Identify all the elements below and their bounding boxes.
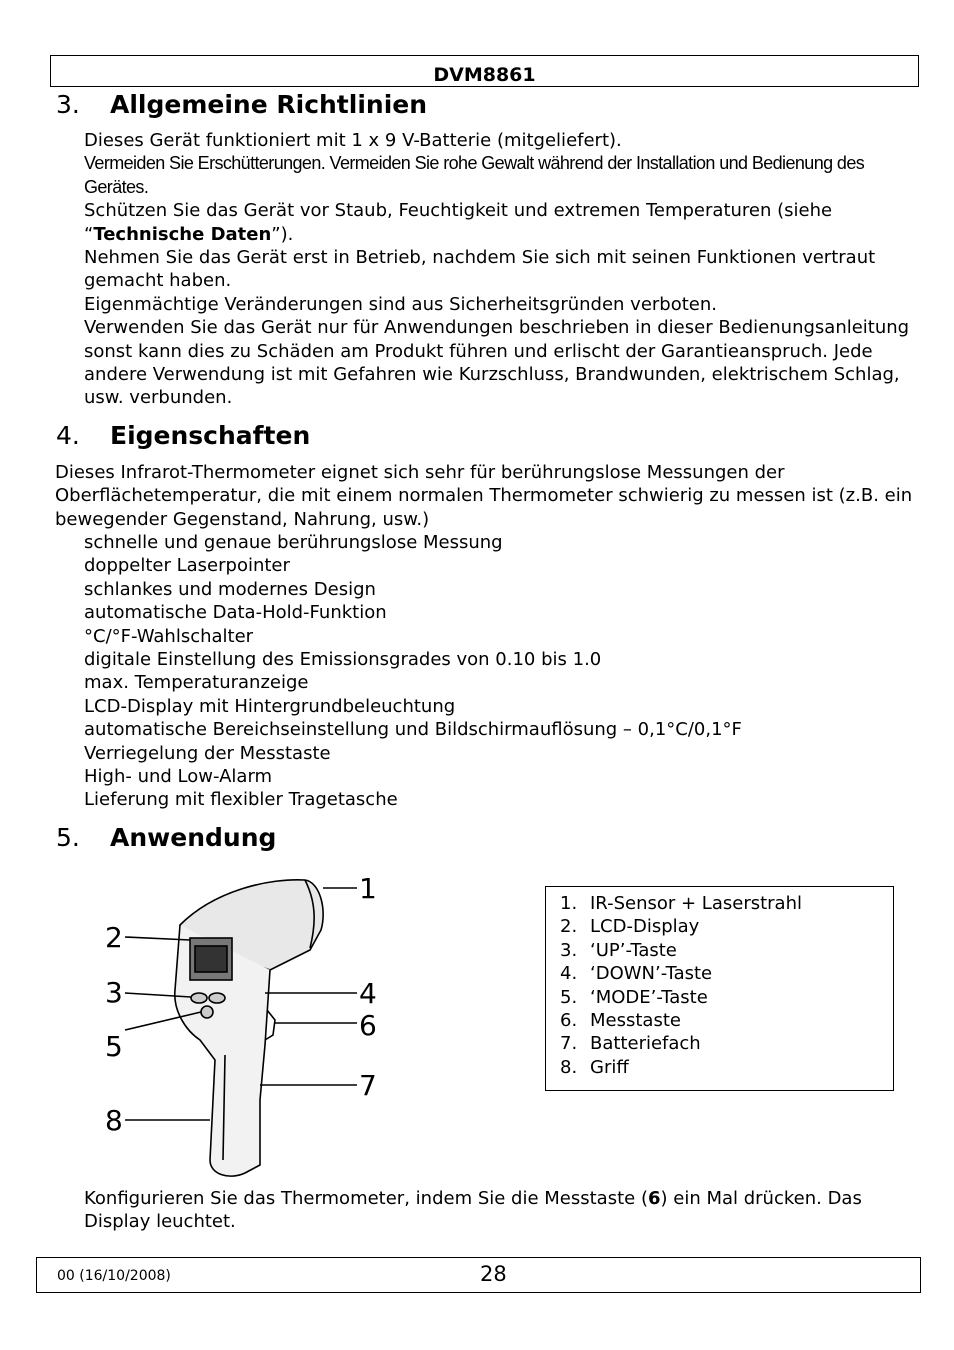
paragraph: Verwenden Sie das Gerät nur für Anwendungen beschrieben in dieser Bedienungsanleitung sonst kann dies zu Schäden am Produkt führen und erlischt der Garantieanspruch. Jede andere Verwendung ist mit Gefahren wie Kurzschluss, Brandwunden, elektrischem Schlag, usw. verbunden. bbox=[84, 317, 910, 409]
page-footer bbox=[36, 1257, 921, 1293]
thermometer-diagram bbox=[95, 870, 395, 1185]
list-item: Lieferung mit flexibler Tragetasche bbox=[84, 789, 398, 811]
paragraph: Eigenmächtige Veränderungen sind aus Sicherheitsgründen verboten. bbox=[84, 293, 717, 315]
section-5-heading bbox=[56, 823, 276, 853]
legend-item bbox=[560, 962, 893, 985]
feature-list bbox=[84, 531, 914, 812]
paragraph bbox=[84, 1187, 914, 1234]
legend-text: ‘UP’-Taste bbox=[590, 939, 677, 961]
paragraph: Nehmen Sie das Gerät erst in Betrieb, nachdem Sie sich mit seinen Funktionen vertraut gemacht haben. bbox=[84, 247, 876, 292]
revision-date: 00 (16/10/2008) bbox=[57, 1268, 171, 1284]
text: ) ein Mal drücken. Das Display leuchtet. bbox=[84, 1188, 862, 1233]
list-item: automatische Data-Hold-Funktion bbox=[84, 602, 387, 624]
legend-item bbox=[560, 939, 893, 962]
legend-text: Batteriefach bbox=[590, 1033, 701, 1055]
legend-number: 7. bbox=[560, 1033, 578, 1055]
list-item: automatische Bereichseinstellung und Bildschirmauflösung – 0,1°C/0,1°F bbox=[84, 719, 742, 741]
legend-item bbox=[560, 892, 893, 915]
section-5-title: Anwendung bbox=[110, 823, 277, 852]
section-3-title: Allgemeine Richtlinien bbox=[110, 90, 428, 119]
paragraph: Dieses Infrarot-Thermometer eignet sich sehr für berührungslose Messungen der Oberflächetemperatur, die mit einem normalen Thermometer schwierig zu messen ist (z.B. ein bewegender Gegenstand, Nahrung, usw.) bbox=[55, 462, 913, 530]
legend-number: 5. bbox=[560, 986, 578, 1008]
paragraph: Dieses Gerät funktioniert mit 1 x 9 V-Batterie (mitgeliefert). bbox=[84, 130, 622, 151]
section-4-number: 4. bbox=[56, 421, 80, 450]
text: Konfigurieren Sie das Thermometer, indem Sie die Messtaste ( bbox=[84, 1188, 648, 1209]
document-header bbox=[50, 55, 919, 87]
list-item: digitale Einstellung des Emissionsgrades von 0.10 bis 1.0 bbox=[84, 649, 602, 671]
text: ”). bbox=[271, 223, 294, 245]
legend-item bbox=[560, 1032, 893, 1055]
legend-number: 6. bbox=[560, 1010, 578, 1032]
bold-text: Technische Daten bbox=[93, 223, 272, 245]
callout-1: 1 bbox=[359, 872, 377, 905]
section-3-body bbox=[84, 129, 914, 410]
legend-item bbox=[560, 986, 893, 1009]
section-5-number: 5. bbox=[56, 823, 80, 852]
text: Schützen Sie das Gerät vor Staub, Feuchtigkeit und extremen Temperaturen (siehe “ bbox=[84, 200, 833, 245]
legend-text: IR-Sensor + Laserstrahl bbox=[590, 893, 802, 914]
section-3-heading bbox=[56, 90, 427, 120]
bold-text: 6 bbox=[647, 1188, 661, 1209]
section-4-title: Eigenschaften bbox=[110, 421, 311, 450]
list-item: Verriegelung der Messtaste bbox=[84, 742, 331, 764]
legend-text: LCD-Display bbox=[590, 916, 700, 938]
legend-number: 4. bbox=[560, 963, 578, 985]
callout-6: 6 bbox=[359, 1009, 377, 1042]
paragraph bbox=[84, 199, 914, 246]
model-number: DVM8861 bbox=[433, 64, 536, 86]
legend-number: 1. bbox=[560, 893, 578, 914]
legend-text: Messtaste bbox=[590, 1010, 681, 1032]
callout-4: 4 bbox=[359, 977, 377, 1010]
list-item: schnelle und genaue berührungslose Messung bbox=[84, 532, 503, 553]
list-item: °C/°F-Wahlschalter bbox=[84, 625, 254, 647]
list-item: LCD-Display mit Hintergrundbeleuchtung bbox=[84, 695, 456, 717]
parts-legend bbox=[545, 886, 894, 1091]
callout-8: 8 bbox=[105, 1104, 123, 1137]
callout-3: 3 bbox=[105, 976, 123, 1009]
callout-5: 5 bbox=[105, 1030, 123, 1063]
section-3-number: 3. bbox=[56, 90, 80, 119]
legend-number: 2. bbox=[560, 916, 578, 938]
paragraph: Vermeiden Sie Erschütterungen. Vermeiden Sie rohe Gewalt während der Installation und Bedienung des Gerätes. bbox=[84, 153, 865, 197]
legend-item bbox=[560, 915, 893, 938]
list-item: doppelter Laserpointer bbox=[84, 555, 290, 577]
list-item: High- und Low-Alarm bbox=[84, 766, 273, 788]
legend-text: ‘MODE’-Taste bbox=[590, 986, 708, 1008]
legend-item bbox=[560, 1056, 893, 1079]
legend-text: ‘DOWN’-Taste bbox=[590, 963, 713, 985]
legend-item bbox=[560, 1009, 893, 1032]
legend-number: 8. bbox=[560, 1056, 578, 1078]
section-4-heading bbox=[56, 421, 310, 451]
page-number: 28 bbox=[480, 1262, 507, 1286]
legend-number: 3. bbox=[560, 939, 578, 961]
instruction-paragraph bbox=[84, 1187, 914, 1234]
list-item: schlankes und modernes Design bbox=[84, 578, 376, 600]
callout-7: 7 bbox=[359, 1069, 377, 1102]
callout-2: 2 bbox=[105, 921, 123, 954]
list-item: max. Temperaturanzeige bbox=[84, 672, 309, 694]
legend-text: Griff bbox=[590, 1056, 629, 1078]
section-4-intro bbox=[55, 461, 915, 531]
